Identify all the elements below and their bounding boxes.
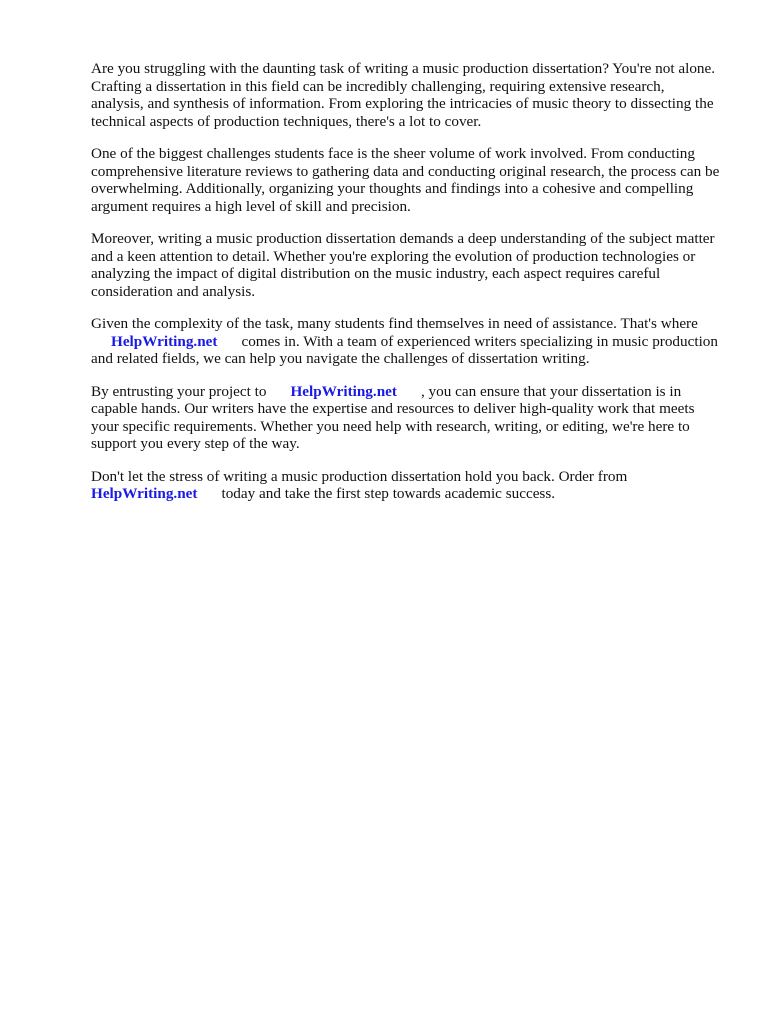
helpwriting-link[interactable]: HelpWriting.net	[111, 332, 218, 350]
paragraph-assistance-text-before: Given the complexity of the task, many students find themselves in need of assistance. That's where	[91, 315, 698, 332]
paragraph-entrusting	[91, 383, 721, 453]
paragraph-intro-text: Are you struggling with the daunting task of writing a music production dissertation? You're not alone. Crafting a dissertation in this field can be incredibly challenging, requiring extensive research, analysis, and synthesis of information. From exploring the intricacies of music theory to dissecting the technical aspects of production techniques, there's a lot to cover.	[91, 60, 719, 130]
paragraph-order-text-before: Don't let the stress of writing a music production dissertation hold you back. Order from	[91, 467, 628, 485]
paragraph-intro	[91, 60, 721, 130]
paragraph-challenges-text: One of the biggest challenges students face is the sheer volume of work involved. From conducting comprehensive literature reviews to gathering data and conducting original research, the process can be overwhelming. Additionally, organizing your thoughts and findings into a cohesive and compelling argument requires a high level of skill and precision.	[91, 145, 724, 215]
helpwriting-link[interactable]: HelpWriting.net	[290, 382, 397, 400]
paragraph-order	[91, 468, 721, 503]
helpwriting-link[interactable]: HelpWriting.net	[91, 485, 198, 502]
paragraph-assistance	[91, 315, 721, 368]
paragraph-assistance-text-after: comes in. With a team of experienced writers specializing in music production and related fields, we can help you navigate the challenges of dissertation writing.	[91, 332, 722, 367]
paragraph-order-text-after: today and take the first step towards academic success.	[221, 485, 556, 502]
paragraph-challenges	[91, 145, 724, 215]
paragraph-entrusting-text-after: , you can ensure that your dissertation is in capable hands. Our writers have the expertise and resources to deliver high-quality work that meets your specific requirements. Whether you need help with research, writing, or editing, we're here to support you every step of the way.	[91, 382, 699, 452]
document-body	[91, 60, 724, 518]
paragraph-understanding	[91, 230, 721, 300]
paragraph-understanding-text: Moreover, writing a music production dissertation demands a deep understanding of the subject matter and a keen attention to detail. Whether you're exploring the evolution of production technologies or analyzing the impact of digital distribution on the music industry, each aspect requires careful consideration and analysis.	[91, 230, 719, 300]
paragraph-entrusting-text-before: By entrusting your project to	[91, 382, 267, 400]
